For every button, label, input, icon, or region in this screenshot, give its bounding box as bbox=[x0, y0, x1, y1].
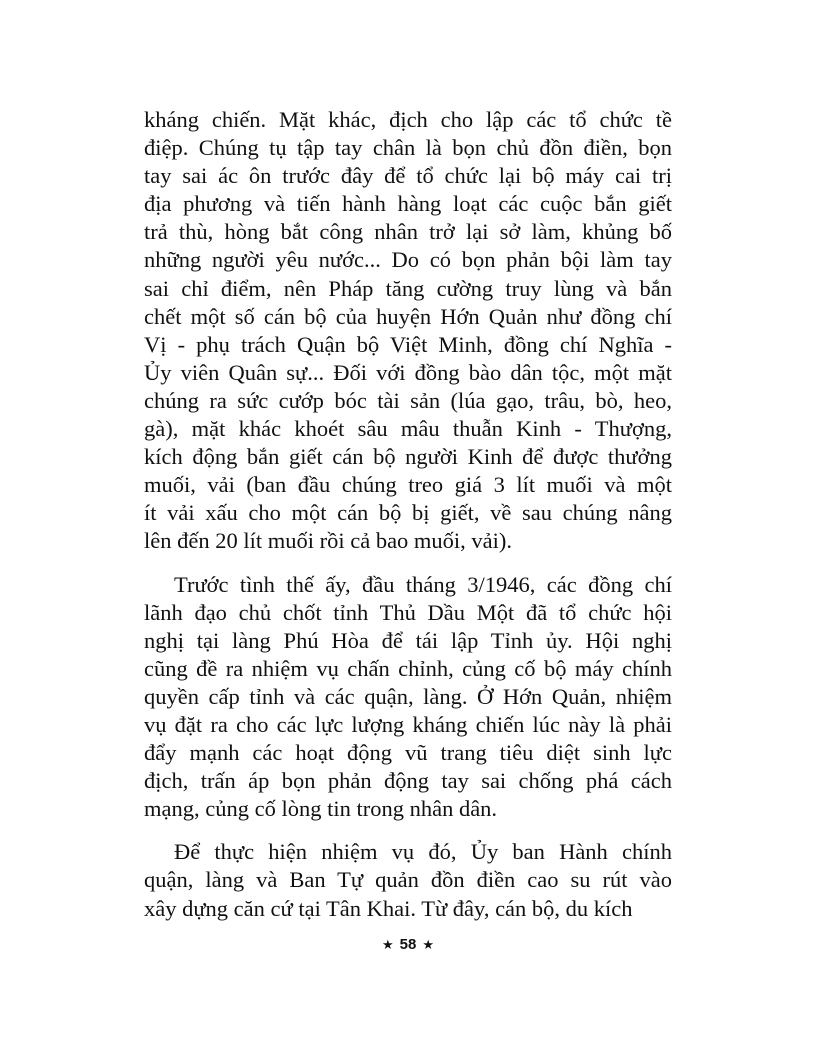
star-icon: ★ bbox=[422, 937, 434, 952]
paragraph bbox=[144, 838, 672, 922]
text-line: Vị - phụ trách Quận bộ Việt Minh, đồng chí Nghĩa - bbox=[144, 331, 672, 357]
text-line: trả thù, hòng bắt công nhân trở lại sở làm, khủng bố bbox=[144, 219, 672, 245]
paragraph bbox=[144, 106, 672, 556]
text-line: những người yêu nước... Do có bọn phản bội làm tay bbox=[144, 247, 672, 273]
text-line: lãnh đạo chủ chốt tỉnh Thủ Dầu Một đã tổ chức hội bbox=[144, 599, 672, 625]
text-line: xây dựng căn cứ tại Tân Khai. Từ đây, cán bộ, du kích bbox=[144, 895, 633, 921]
paragraph bbox=[144, 571, 672, 824]
text-line: mạng, củng cố lòng tin trong nhân dân. bbox=[144, 796, 498, 822]
text-line: quận, làng và Ban Tự quản đồn điền cao su rút vào bbox=[144, 867, 672, 893]
text-line: sai chỉ điểm, nên Pháp tăng cường truy lùng và bắn bbox=[144, 275, 672, 301]
text-line: ít vải xấu cho một cán bộ bị giết, về sau chúng nâng bbox=[144, 500, 672, 526]
text-line: kích động bắn giết cán bộ người Kinh để được thưởng bbox=[144, 444, 672, 470]
text-line: kháng chiến. Mặt khác, địch cho lập các tổ chức tề bbox=[144, 107, 672, 132]
text-line: Để thực hiện nhiệm vụ đó, Ủy ban Hành chính bbox=[174, 839, 672, 865]
text-line: điệp. Chúng tụ tập tay chân là bọn chủ đồn điền, bọn bbox=[144, 135, 672, 161]
star-icon: ★ bbox=[382, 937, 394, 952]
text-line: Ủy viên Quân sự... Đối với đồng bào dân tộc, một mặt bbox=[144, 359, 672, 385]
text-line: địa phương và tiến hành hàng loạt các cuộc bắn giết bbox=[144, 191, 672, 217]
text-line: quyền cấp tỉnh và các quận, làng. Ở Hớn Quản, nhiệm bbox=[144, 683, 672, 709]
text-line: nghị tại làng Phú Hòa để tái lập Tỉnh ủy. Hội nghị bbox=[144, 627, 672, 653]
text-line: chúng ra sức cướp bóc tài sản (lúa gạo, trâu, bò, heo, bbox=[144, 387, 672, 413]
text-line: Trước tình thế ấy, đầu tháng 3/1946, các đồng chí bbox=[174, 571, 672, 597]
page-footer bbox=[0, 936, 816, 953]
text-line: cũng đề ra nhiệm vụ chấn chỉnh, củng cố bộ máy chính bbox=[144, 655, 672, 681]
body-text bbox=[144, 106, 672, 938]
text-line: gà), mặt khác khoét sâu mâu thuẫn Kinh - Thượng, bbox=[144, 416, 672, 442]
text-line: đẩy mạnh các hoạt động vũ trang tiêu diệt sinh lực bbox=[144, 740, 672, 766]
text-line: vụ đặt ra cho các lực lượng kháng chiến lúc này là phải bbox=[144, 711, 672, 737]
text-line: tay sai ác ôn trước đây để tổ chức lại bộ máy cai trị bbox=[144, 163, 672, 189]
page-number: 58 bbox=[399, 936, 417, 953]
text-line: chết một số cán bộ của huyện Hớn Quản như đồng chí bbox=[144, 303, 672, 329]
text-line: muối, vải (ban đầu chúng treo giá 3 lít muối và một bbox=[144, 472, 672, 498]
text-line: lên đến 20 lít muối rồi cả bao muối, vải). bbox=[144, 528, 513, 554]
text-line: địch, trấn áp bọn phản động tay sai chống phá cách bbox=[144, 768, 672, 794]
